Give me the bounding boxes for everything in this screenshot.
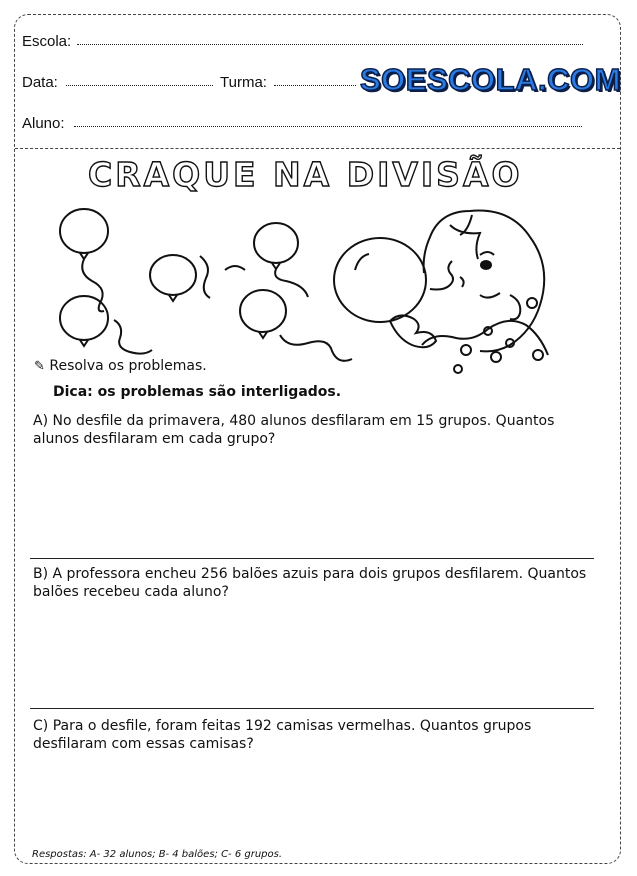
balloon-icon: [60, 296, 152, 354]
answer-divider: [30, 708, 594, 709]
girl-blowing-gum-icon: [334, 211, 548, 373]
school-label: Escola:: [22, 33, 72, 50]
header-divider: [15, 148, 620, 149]
instruction-line: [34, 358, 207, 374]
balloon-icon: [150, 255, 245, 301]
class-field[interactable]: [274, 85, 356, 86]
answer-divider: [30, 558, 594, 559]
page-title: CRAQUE NA DIVISÃO: [88, 155, 523, 194]
tip-text: Dica: os problemas são interligados.: [53, 384, 342, 400]
date-field[interactable]: [66, 85, 213, 86]
pencil-icon: ✎: [34, 359, 45, 374]
problem-a: A) No desfile da primavera, 480 alunos desfilaram em 15 grupos. Quantos alunos desfilaram em cada grupo?: [33, 413, 555, 447]
balloon-icon: [240, 290, 352, 361]
balloon-icon: [254, 223, 308, 297]
student-field[interactable]: [74, 126, 582, 127]
balloons-girl-illustration: [40, 195, 580, 380]
answer-key: Respostas: A- 32 alunos; B- 4 balões; C- 6 grupos.: [32, 849, 283, 860]
student-label: Aluno:: [22, 115, 65, 132]
date-label: Data:: [22, 74, 58, 91]
school-field[interactable]: [77, 44, 583, 45]
class-label: Turma:: [220, 74, 267, 91]
problem-c: C) Para o desfile, foram feitas 192 camisas vermelhas. Quantos grupos desfilaram com essas camisas?: [33, 718, 532, 752]
problem-b: B) A professora encheu 256 balões azuis para dois grupos desfilarem. Quantos balões recebeu cada aluno?: [33, 566, 587, 600]
instruction-text: Resolva os problemas.: [49, 358, 207, 374]
site-logo: SOESCOLA.COM: [360, 62, 621, 97]
